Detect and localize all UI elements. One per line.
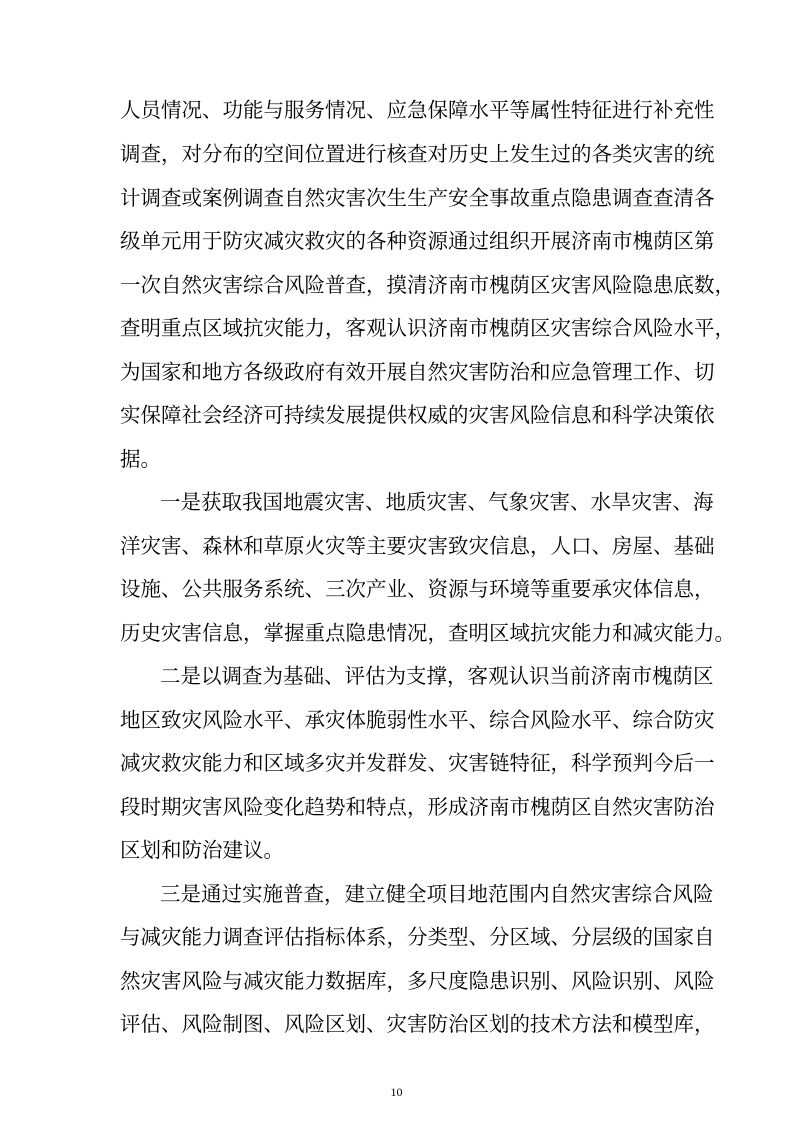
text-line: 段时期灾害风险变化趋势和特点，形成济南市槐荫区自然灾害防治 xyxy=(120,795,715,819)
text-line: 为国家和地方各级政府有效开展自然灾害防治和应急管理工作、切 xyxy=(120,360,715,384)
text-line: 设施、公共服务系统、三次产业、资源与环境等重要承灾体信息， xyxy=(120,577,715,601)
text-line: 查明重点区域抗灾能力，客观认识济南市槐荫区灾害综合风险水平， xyxy=(120,316,735,340)
text-line: 评估、风险制图、风险区划、灾害防治区划的技术方法和模型库， xyxy=(120,1012,715,1036)
text-line: 据。 xyxy=(120,447,161,471)
paragraph-first-line: 一是获取我国地震灾害、地质灾害、气象灾害、水旱灾害、海 xyxy=(160,490,714,514)
text-line: 与减灾能力调查评估指标体系，分类型、分区域、分层级的国家自 xyxy=(120,925,715,949)
page-number: 10 xyxy=(390,1085,403,1099)
text-line: 调查，对分布的空间位置进行核查对历史上发生过的各类灾害的统 xyxy=(120,142,715,166)
text-line: 级单元用于防灾减灾救灾的各种资源通过组织开展济南市槐荫区第 xyxy=(120,229,715,253)
paragraph-first-line: 二是以调查为基础、评估为支撑，客观认识当前济南市槐荫区 xyxy=(160,664,714,688)
text-line: 历史灾害信息，掌握重点隐患情况，查明区域抗灾能力和减灾能力。 xyxy=(120,621,735,645)
paragraph-first-line: 三是通过实施普查，建立健全项目地范围内自然灾害综合风险 xyxy=(160,882,714,906)
text-line: 然灾害风险与减灾能力数据库，多尺度隐患识别、风险识别、风险 xyxy=(120,969,715,993)
text-line: 实保障社会经济可持续发展提供权威的灾害风险信息和科学决策依 xyxy=(120,403,715,427)
text-line: 地区致灾风险水平、承灾体脆弱性水平、综合风险水平、综合防灾 xyxy=(120,708,715,732)
text-line: 计调查或案例调查自然灾害次生生产安全事故重点隐患调查查清各 xyxy=(120,186,715,210)
text-line: 洋灾害、森林和草原火灾等主要灾害致灾信息，人口、房屋、基础 xyxy=(120,534,715,558)
text-line: 减灾救灾能力和区域多灾并发群发、灾害链特征，科学预判今后一 xyxy=(120,751,715,775)
text-line: 人员情况、功能与服务情况、应急保障水平等属性特征进行补充性 xyxy=(120,98,715,122)
text-line: 区划和防治建议。 xyxy=(120,838,284,862)
text-line: 一次自然灾害综合风险普查，摸清济南市槐荫区灾害风险隐患底数， xyxy=(120,273,735,297)
